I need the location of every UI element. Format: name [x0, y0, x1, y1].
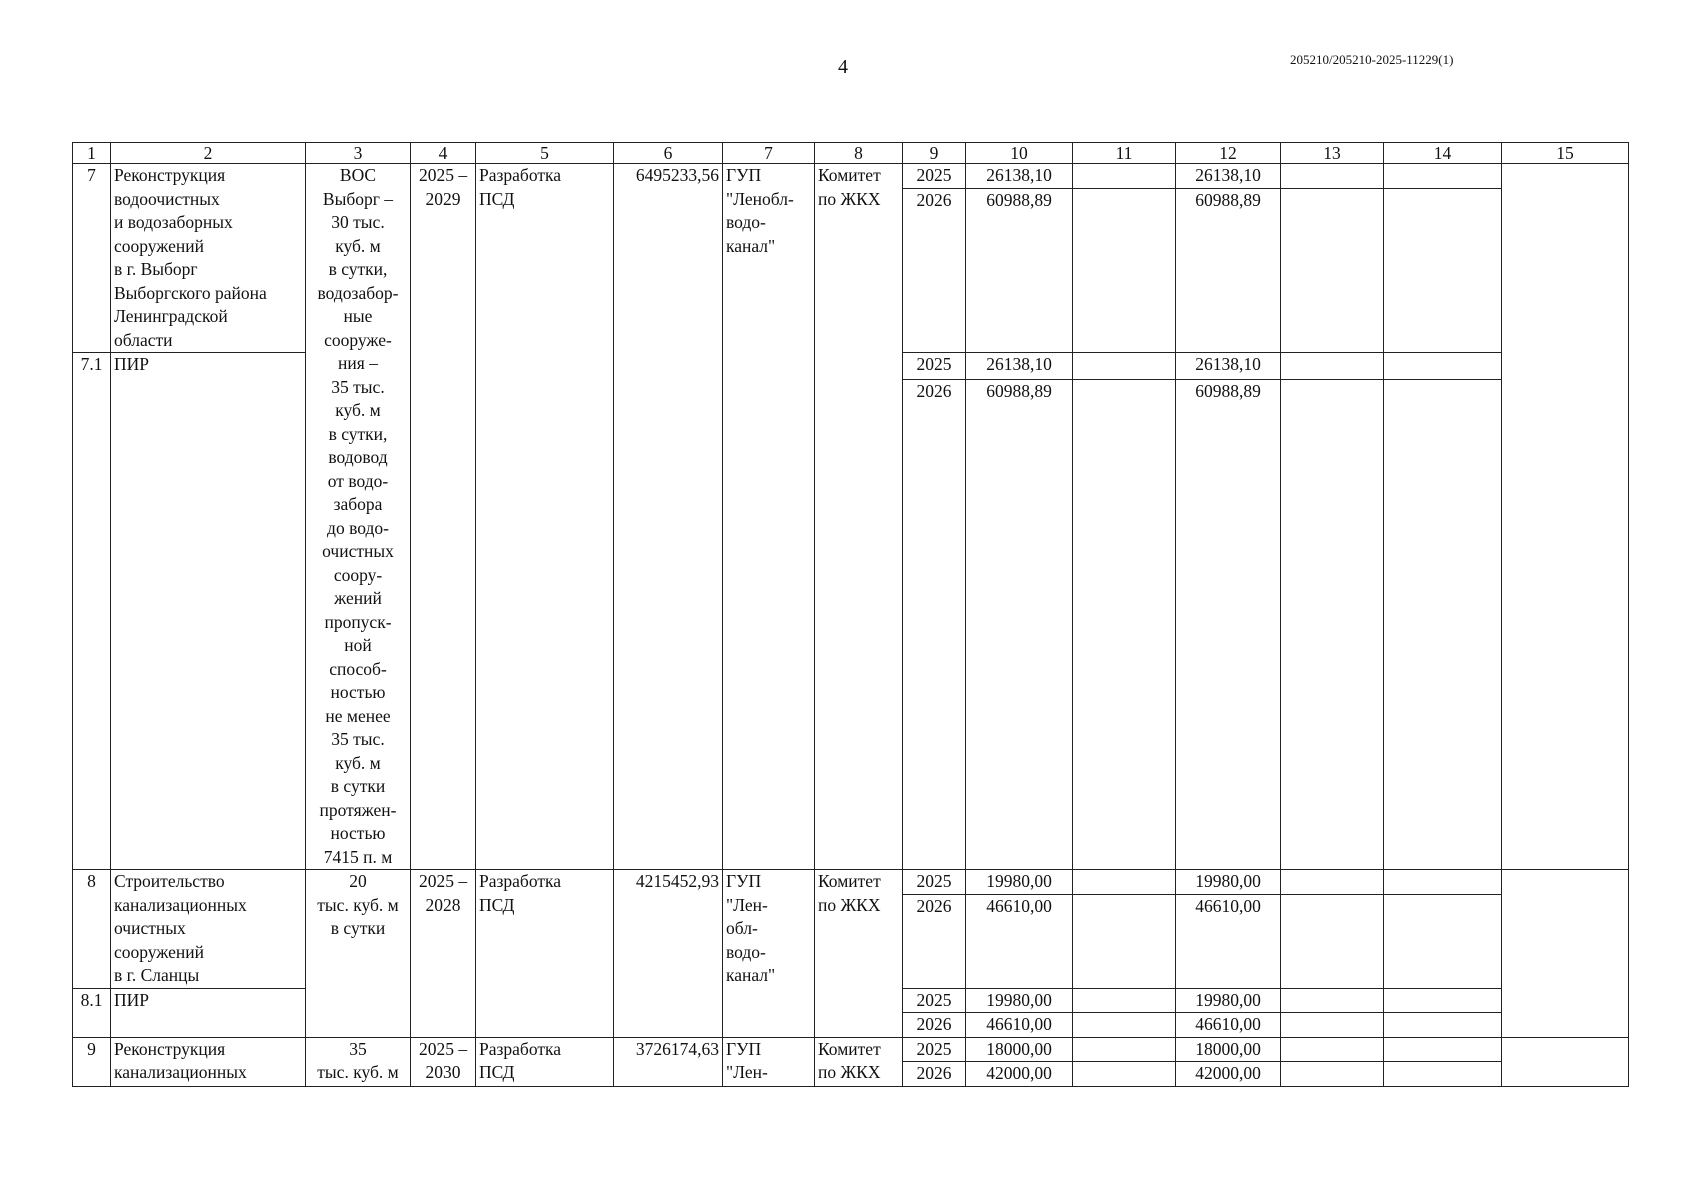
empty-cell	[1073, 1013, 1176, 1038]
amount-total: 46610,00	[1176, 894, 1281, 988]
col-header: 12	[1176, 143, 1281, 164]
object-name: ПИР	[111, 353, 306, 870]
empty-cell	[1384, 188, 1502, 352]
empty-cell	[1073, 1062, 1176, 1087]
empty-cell	[1073, 380, 1176, 870]
table-row	[73, 870, 1629, 895]
amount: 19980,00	[966, 870, 1073, 895]
object-name: ПИР	[111, 988, 306, 1037]
amount-total: 18000,00	[1176, 1037, 1281, 1062]
empty-cell	[1502, 870, 1629, 1038]
col-header: 7	[723, 143, 815, 164]
empty-cell	[1281, 988, 1384, 1013]
empty-cell	[1281, 380, 1384, 870]
table-row	[73, 1037, 1629, 1062]
empty-cell	[1384, 380, 1502, 870]
stage: Разработка ПСД	[476, 164, 614, 870]
col-header: 14	[1384, 143, 1502, 164]
row-number: 7	[73, 164, 111, 353]
amount-total: 19980,00	[1176, 988, 1281, 1013]
empty-cell	[1281, 1062, 1384, 1087]
col-header: 2	[111, 143, 306, 164]
empty-cell	[1281, 894, 1384, 988]
empty-cell	[1384, 1037, 1502, 1062]
empty-cell	[1281, 870, 1384, 895]
period: 2025 – 2028	[411, 870, 476, 1038]
year: 2026	[903, 1013, 966, 1038]
total-cost: 6495233,56	[614, 164, 723, 870]
empty-cell	[1384, 164, 1502, 189]
col-header: 6	[614, 143, 723, 164]
row-number: 9	[73, 1037, 111, 1086]
total-cost: 4215452,93	[614, 870, 723, 1038]
empty-cell	[1281, 1013, 1384, 1038]
period: 2025 – 2029	[411, 164, 476, 870]
amount-total: 26138,10	[1176, 353, 1281, 380]
empty-cell	[1281, 353, 1384, 380]
capacity: 35 тыс. куб. м	[306, 1037, 411, 1086]
col-header: 5	[476, 143, 614, 164]
empty-cell	[1073, 870, 1176, 895]
empty-cell	[1073, 988, 1176, 1013]
empty-cell	[1384, 353, 1502, 380]
empty-cell	[1384, 1013, 1502, 1038]
col-header: 4	[411, 143, 476, 164]
table-row	[73, 164, 1629, 189]
capacity: ВОС Выборг – 30 тыс. куб. м в сутки, водозабор- ные сооруже- ния – 35 тыс. куб. м в сутки, водовод от водо- забора до водо- очистных соору- жений пропуск- ной способ- ностью не менее 35 тыс. куб. м в сутки протяжен- ностью 7415 п. м	[306, 164, 411, 870]
empty-cell	[1502, 164, 1629, 870]
investment-table	[72, 142, 1629, 1087]
document-id: 205210/205210-2025-11229(1)	[1290, 52, 1454, 67]
empty-cell	[1281, 1037, 1384, 1062]
object-name: Строительство канализационных очистных сооружений в г. Сланцы	[111, 870, 306, 989]
amount: 46610,00	[966, 894, 1073, 988]
empty-cell	[1073, 1037, 1176, 1062]
empty-cell	[1073, 894, 1176, 988]
amount-total: 19980,00	[1176, 870, 1281, 895]
object-name: Реконструкция канализационных	[111, 1037, 306, 1086]
customer: ГУП "Ленобл- водо- канал"	[723, 164, 815, 870]
responsible: Комитет по ЖКХ	[815, 1037, 903, 1086]
year: 2025	[903, 164, 966, 189]
year: 2026	[903, 188, 966, 352]
year: 2026	[903, 1062, 966, 1087]
col-header: 15	[1502, 143, 1629, 164]
col-header: 9	[903, 143, 966, 164]
amount: 26138,10	[966, 353, 1073, 380]
amount: 42000,00	[966, 1062, 1073, 1087]
page-number: 4	[838, 56, 848, 78]
empty-cell	[1281, 164, 1384, 189]
stage: Разработка ПСД	[476, 870, 614, 1038]
period: 2025 – 2030	[411, 1037, 476, 1086]
row-number: 8	[73, 870, 111, 989]
total-cost: 3726174,63	[614, 1037, 723, 1086]
amount: 26138,10	[966, 164, 1073, 189]
amount: 46610,00	[966, 1013, 1073, 1038]
amount-total: 60988,89	[1176, 380, 1281, 870]
year: 2026	[903, 894, 966, 988]
year: 2025	[903, 870, 966, 895]
col-header: 13	[1281, 143, 1384, 164]
year: 2026	[903, 380, 966, 870]
year: 2025	[903, 988, 966, 1013]
col-header: 1	[73, 143, 111, 164]
amount-total: 60988,89	[1176, 188, 1281, 352]
empty-cell	[1502, 1037, 1629, 1086]
col-header: 3	[306, 143, 411, 164]
amount-total: 26138,10	[1176, 164, 1281, 189]
year: 2025	[903, 353, 966, 380]
amount: 18000,00	[966, 1037, 1073, 1062]
row-number: 8.1	[73, 988, 111, 1037]
col-header: 10	[966, 143, 1073, 164]
empty-cell	[1384, 988, 1502, 1013]
stage: Разработка ПСД	[476, 1037, 614, 1086]
capacity: 20 тыс. куб. м в сутки	[306, 870, 411, 1038]
amount-total: 42000,00	[1176, 1062, 1281, 1087]
row-number: 7.1	[73, 353, 111, 870]
empty-cell	[1073, 188, 1176, 352]
amount: 19980,00	[966, 988, 1073, 1013]
responsible: Комитет по ЖКХ	[815, 164, 903, 870]
empty-cell	[1384, 894, 1502, 988]
amount-total: 46610,00	[1176, 1013, 1281, 1038]
customer: ГУП "Лен-	[723, 1037, 815, 1086]
amount: 60988,89	[966, 380, 1073, 870]
empty-cell	[1384, 870, 1502, 895]
empty-cell	[1281, 188, 1384, 352]
year: 2025	[903, 1037, 966, 1062]
empty-cell	[1073, 164, 1176, 189]
object-name: Реконструкция водоочистных и водозаборных сооружений в г. Выборг Выборгского района Ленинградской области	[111, 164, 306, 353]
amount: 60988,89	[966, 188, 1073, 352]
col-header: 8	[815, 143, 903, 164]
column-number-row	[73, 143, 1629, 164]
empty-cell	[1384, 1062, 1502, 1087]
col-header: 11	[1073, 143, 1176, 164]
customer: ГУП "Лен- обл- водо- канал"	[723, 870, 815, 1038]
responsible: Комитет по ЖКХ	[815, 870, 903, 1038]
empty-cell	[1073, 353, 1176, 380]
